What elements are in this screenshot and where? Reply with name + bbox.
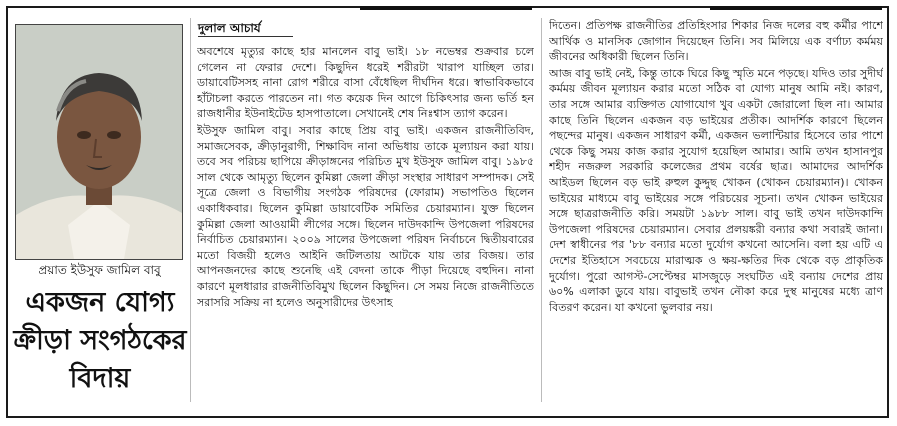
paragraph: অবশেষে মৃত্যুর কাছে হার মানলেন বাবু ভাই। ১৮ নভেম্বর শুক্রবার চলে গেলেন না ফেরার দেশে। কিছুদিন ধরেই শরীরটা খারাপ যাচ্ছিল তার। ডায়াবেটিসসহ নানা রোগ শরীরে বাসা বেঁধেছিল দীর্ঘদিন ধরে। স্বাভাবিকভাবে হাঁটাচলা করতে পারতেন না। গত কয়েক দিন আগে চিকিৎসার জন্য ভর্তি হন রাজধানীর ইউনাইটেড হাসপাতালে। সেখানেই শেষ নিঃশ্বাস ত্যাগ করেন। bbox=[197, 45, 534, 121]
headline-line-2: ক্রীড়া সংগঠকের bbox=[13, 325, 187, 356]
article-column-left bbox=[197, 44, 534, 400]
top-rule-left bbox=[360, 6, 532, 10]
paragraph: দিতেন। প্রতিপক্ষ রাজনীতির প্রতিহিংসার শিকার নিজ দলের বহু কর্মীর পাশে আর্থিক ও মানসিক জোগান দিয়েছেন তিনি। সব মিলিয়ে এক বর্ণাঢ্য কর্মময় জীবনের অধিকারী ছিলেন তিনি। bbox=[549, 19, 883, 64]
article-column-right bbox=[549, 18, 883, 402]
photo-caption: প্রয়াত ইউসুফ জামিল বাবু bbox=[38, 263, 161, 277]
top-rule-right bbox=[710, 6, 882, 10]
paragraph: আজ বাবু ভাই নেই, কিন্তু তাকে ঘিরে কিছু স্মৃতি মনে পড়ছে। যদিও তার সুদীর্ঘ কর্মময় জীবন মূল্যায়ন করার মতো সঠিক বা যোগ্য মানুষ আমি নই। কারণ, তার সঙ্গে আমার ব্যক্তিগত যোগাযোগ খুব একটা জোরালো ছিল না। আমার কাছে তিনি ছিলেন একজন বড় ভাইয়ের প্রতীক। আদর্শিক কারণে ছিলেন পছন্দের মানুষ। একজন সাধারণ কর্মী, একজন ভলান্টিয়ার হিসেবে তার পাশে থেকে কিছু সময় কাজ করার সুযোগ হয়েছিল আমার। আমি তখন হাসানপুর শহীদ নজরুল সরকারি কলেজের প্রথম বর্ষের ছাত্র। আমাদের আদর্শিক আইডল ছিলেন বড় ভাই রুহুল কুদ্দুছ খোকন (খোকন চেয়ারম্যান)। খোকন ভাইয়ের মাধ্যমে বাবু ভাইয়ের সঙ্গে পরিচয়ের সূচনা। তখন খোকন ভাইয়ের সঙ্গে ছাত্ররাজনীতি করি। সময়টা ১৯৮৮ সাল। বাবু ভাই তখন দাউদকান্দি উপজেলা পরিষদের চেয়ারম্যান। সেবার প্রলয়ঙ্করী বন্যার কথা সবারই জানা। দেশ স্বাধীনের পর '৮৮ বন্যার মতো দুর্যোগ কখনো আসেনি। বলা হয় এটি এ দেশের ইতিহাসে সবচেয়ে মারাত্মক ও ক্ষয়-ক্ষতির দিক থেকে বড় প্রাকৃতিক দুর্যোগ। পুরো আগস্ট-সেপ্টেম্বর মাসজুড়ে সংঘটিত এই বন্যায় দেশের প্রায় ৬০% এলাকা ডুবে যায়। বাবুভাই তখন নৌকা করে দুস্থ মানুষের মধ্যে ত্রাণ বিতরণ করেন। যা কখনো ভুলবার নয়। bbox=[549, 66, 883, 314]
headline-line-1: একজন যোগ্য bbox=[25, 287, 175, 318]
portrait-photo bbox=[15, 24, 183, 260]
column-divider-1 bbox=[190, 18, 191, 402]
byline-underline bbox=[198, 36, 293, 37]
headline-line-3: বিদায় bbox=[69, 363, 131, 394]
byline: দুলাল আচার্য bbox=[198, 21, 261, 35]
column-divider-2 bbox=[541, 18, 542, 402]
paragraph: ইউসুফ জামিল বাবু। সবার কাছে প্রিয় বাবু ভাই। একজন রাজনীতিবিদ, সমাজসেবক, ক্রীড়ানুরাগী, শিক্ষাবিদ নানা অভিধায় তাকে মূল্যায়ন করা যায়। তবে সব পরিচয় ছাপিয়ে ক্রীড়াঙ্গনের পরিচিত মুখ ইউসুফ জামিল বাবু। ১৯৮৫ সাল থেকে আমৃত্যু ছিলেন কুমিল্লা জেলা ক্রীড়া সংস্থার সাধারণ সম্পাদক। সেই সূত্রে জেলা ও বিভাগীয় সংগঠক পরিষদের (ফোরাম) সভাপতিও ছিলেন একাধিকবার। ছিলেন কুমিল্লা ডায়াবেটিক সমিতির চেয়ারম্যান। যুক্ত ছিলেন কুমিল্লা জেলা আওয়ামী লীগের সঙ্গে। ছিলেন দাউদকান্দি উপজেলা পরিষদের নির্বাচিত চেয়ারম্যান। ২০০৯ সালের উপজেলা পরিষদ নির্বাচনে দ্বিতীয়বারের মতো বিজয়ী হলেও আইনি জটিলতায় আটকে যায় তার বিজয়। তার আপনজনদের কাছে শুনেছি এই বেদনা তাকে পীড়া দিয়েছে বহুদিন। নানা কারণে মূলধারার রাজনীতিবিমুখ ছিলেন কিছুদিন। সে সময় নিজে রাজনীতিতে সরাসরি সক্রিয় না হলেও অনুসারীদের উৎসাহ bbox=[197, 123, 534, 309]
headline bbox=[10, 284, 190, 398]
